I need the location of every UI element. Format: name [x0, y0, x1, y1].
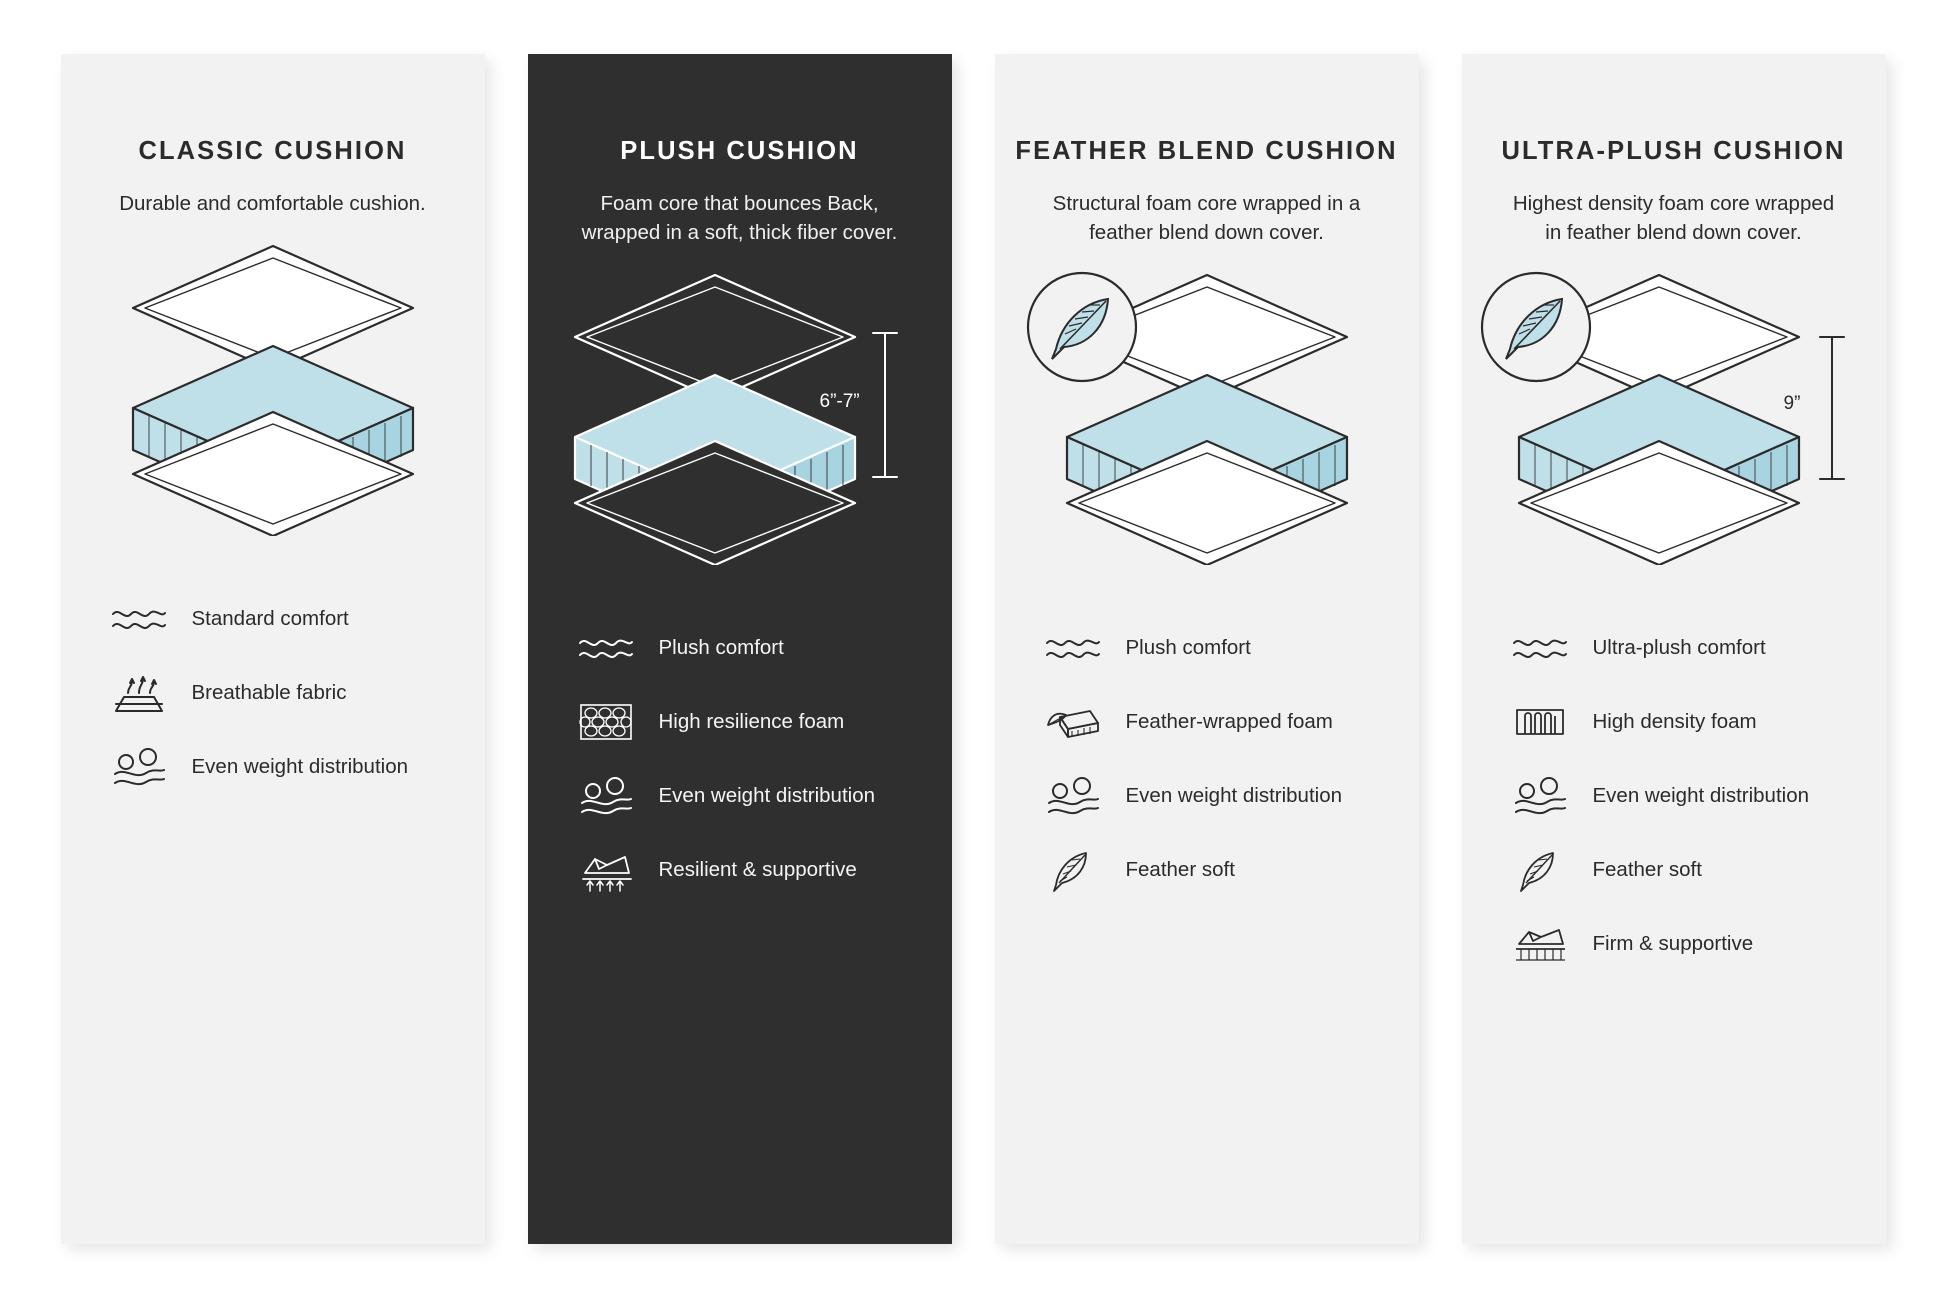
even-weight-distribution-icon — [1509, 773, 1571, 819]
feature-list — [108, 596, 438, 790]
feature-item — [1042, 699, 1372, 745]
feature-label: Breathable fabric — [191, 680, 347, 704]
resilient-support-icon — [575, 847, 637, 893]
feature-list — [1042, 625, 1372, 893]
feature-label: High resilience foam — [658, 710, 845, 733]
feature-label: Even weight distribution — [658, 784, 876, 807]
card-feather-blend-cushion[interactable] — [995, 54, 1419, 1244]
feature-list — [575, 625, 905, 893]
feature-item — [575, 773, 905, 819]
wave-comfort-icon — [1509, 625, 1571, 671]
feather-badge — [1482, 273, 1590, 381]
card-description: Foam core that bounces Back, wrapped in a soft, thick fiber cover. — [581, 192, 898, 245]
feature-item — [1509, 773, 1839, 819]
feature-item — [575, 699, 905, 745]
feature-item — [108, 744, 438, 790]
feature-label: Feather soft — [1125, 858, 1235, 881]
feature-item — [575, 847, 905, 893]
wave-comfort-icon — [1042, 625, 1104, 671]
breathable-fabric-icon — [108, 670, 170, 716]
feature-label: Even weight distribution — [191, 754, 409, 778]
feature-label: Resilient & supportive — [658, 858, 857, 881]
wave-comfort-icon — [108, 596, 170, 642]
card-classic-cushion[interactable] — [61, 54, 485, 1244]
feather-icon — [1042, 847, 1104, 893]
card-title: PLUSH CUSHION — [620, 137, 859, 165]
measurement-label: 6”-7” — [819, 391, 860, 413]
wave-comfort-icon — [575, 625, 637, 671]
feature-item — [1509, 847, 1839, 893]
feature-label: Feather soft — [1592, 858, 1702, 881]
feature-label: Firm & supportive — [1592, 932, 1754, 955]
feature-label: Plush comfort — [658, 636, 784, 659]
feature-item — [1509, 921, 1839, 967]
feature-label: Ultra-plush comfort — [1592, 636, 1766, 659]
feature-item — [108, 670, 438, 716]
measurement-label: 9” — [1783, 393, 1801, 415]
feather-badge — [1028, 273, 1136, 381]
cushion-layers-illustration — [1462, 265, 1886, 595]
card-plush-cushion[interactable] — [528, 54, 952, 1244]
card-ultra-plush-cushion[interactable] — [1462, 54, 1886, 1244]
feather-wrapped-foam-icon — [1042, 699, 1104, 745]
feature-label: Plush comfort — [1125, 636, 1251, 659]
feature-label: High density foam — [1592, 710, 1757, 733]
firm-support-icon — [1509, 921, 1571, 967]
feature-label: Even weight distribution — [1592, 784, 1810, 807]
cushion-layers-illustration — [995, 265, 1419, 595]
card-title: FEATHER BLEND CUSHION — [1015, 137, 1398, 165]
feature-item — [108, 596, 438, 642]
feature-label: Standard comfort — [191, 606, 349, 630]
feature-item — [1042, 625, 1372, 671]
card-description: Structural foam core wrapped in a feather blend down cover. — [1052, 192, 1361, 245]
even-weight-distribution-icon — [108, 744, 170, 790]
feature-item — [1509, 625, 1839, 671]
card-title: CLASSIC CUSHION — [138, 137, 407, 165]
card-description: Durable and comfortable cushion. — [119, 192, 426, 216]
card-description: Highest density foam core wrapped in feather blend down cover. — [1512, 192, 1835, 245]
feature-list — [1509, 625, 1839, 967]
feature-item — [575, 625, 905, 671]
feature-item — [1042, 847, 1372, 893]
even-weight-distribution-icon — [1042, 773, 1104, 819]
cushion-layers-illustration — [528, 265, 952, 595]
honeycomb-foam-icon — [575, 699, 637, 745]
cushion-layers-illustration — [61, 236, 485, 566]
even-weight-distribution-icon — [575, 773, 637, 819]
card-title: ULTRA-PLUSH CUSHION — [1501, 137, 1846, 165]
high-density-foam-icon — [1509, 699, 1571, 745]
feature-item — [1509, 699, 1839, 745]
feather-icon — [1509, 847, 1571, 893]
feature-item — [1042, 773, 1372, 819]
feature-label: Feather-wrapped foam — [1125, 710, 1333, 733]
feature-label: Even weight distribution — [1125, 784, 1343, 807]
